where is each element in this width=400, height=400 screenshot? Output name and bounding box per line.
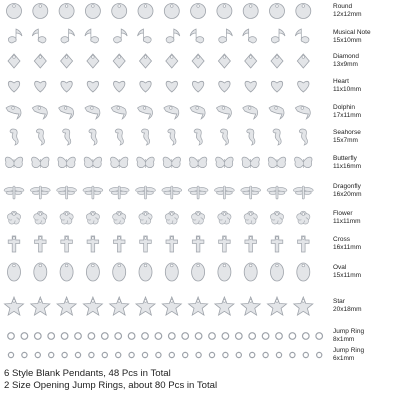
pendant-dragonfly [267,186,288,199]
row-label-round [333,3,399,18]
pendant-row-dragonfly [4,186,314,199]
pendant-note [8,29,22,43]
pendant-oval [139,263,152,281]
pendant-seahorse [220,129,228,145]
jump-ring [182,333,189,340]
row-label-dragonfly [333,183,399,198]
row-label-name: Flower [333,210,353,217]
pendant-row-dolphin [6,106,310,119]
jump-ring [115,333,122,340]
pendant-dolphin [32,106,47,119]
row-label-size: 11x11mm [333,217,361,225]
pendant-row-cross [8,236,309,252]
row-label-diamond [333,53,399,68]
jump-ring [289,333,296,340]
row-label-size: 13x9mm [333,60,358,68]
pendant-note [166,29,180,43]
pendant-heart [87,81,98,92]
pendant-row-ring-large [8,333,323,340]
row-label-size: 16x11mm [333,243,362,251]
pendant-round [296,4,311,19]
pendant-note [271,29,285,43]
pendant-star [57,297,76,315]
row-label-name: Jump Ring [333,347,365,354]
pendant-cross [87,236,99,252]
jump-ring [276,352,281,357]
pendant-dolphin [243,106,258,119]
jump-ring [169,333,176,340]
row-label-size: 16x20mm [333,190,362,198]
pendant-row-note [8,29,309,43]
pendant-star [267,297,286,315]
jump-ring [49,352,54,357]
pendant-flower [165,211,178,224]
jump-ring [249,333,256,340]
pendant-flower [244,211,257,224]
row-label-name: Butterfly [333,155,357,162]
pendant-oval [271,263,284,281]
row-label-name: Cross [333,236,350,243]
pendant-heart [61,81,72,92]
jump-ring [35,352,40,357]
caption-pendants: 6 Style Blank Pendants, 48 Pcs in Total [4,368,171,379]
row-label-cross [333,236,399,251]
pendant-round [33,4,48,19]
jump-ring [236,352,241,357]
pendant-round [217,4,232,19]
pendant-heart [35,81,46,92]
jump-ring [169,352,174,357]
pendant-dolphin [295,106,310,119]
pendant-note [295,29,309,43]
pendant-star [162,297,181,315]
pendant-dolphin [6,106,21,119]
pendant-dragonfly [162,186,183,199]
jump-ring [35,333,42,340]
row-label-ring-small [333,347,399,362]
pendant-flower [86,211,99,224]
pendant-diamond [271,54,283,68]
pendant-dolphin [216,106,231,119]
pendant-dragonfly [109,186,130,199]
pendant-dragonfly [83,186,104,199]
pendant-diamond [245,54,257,68]
pendant-dragonfly [135,186,156,199]
pendant-star [294,297,313,315]
pendant-note [138,29,152,43]
pendant-flower [113,211,126,224]
pendant-note [61,29,75,43]
pendant-flower [218,211,231,224]
pendant-butterfly [110,157,127,168]
jump-ring [89,352,94,357]
pendant-row-diamond [8,54,309,68]
pendant-cross [61,236,73,252]
pendant-row-heart [8,81,309,92]
row-label-size: 15x11mm [333,271,362,279]
jump-ring [317,352,322,357]
pendant-flower [60,211,73,224]
pendant-cross [113,236,125,252]
pendant-row-ring-small [8,352,321,357]
pendant-oval [113,263,126,281]
row-label-name: Musical Note [333,29,371,36]
jump-ring [128,333,135,340]
pendant-flower [270,211,283,224]
pendant-round [270,4,285,19]
pendant-cross [140,236,152,252]
pendant-cross [166,236,178,252]
jump-ring [196,352,201,357]
jump-ring [8,333,15,340]
pendant-heart [140,81,151,92]
row-label-name: Heart [333,78,349,85]
pendant-diamond [61,54,73,68]
pendant-dolphin [138,106,153,119]
pendant-star [31,297,50,315]
pendant-cross [298,236,310,252]
jump-ring [22,352,27,357]
jump-ring [303,352,308,357]
pendant-seahorse [168,129,176,145]
pendant-seahorse [194,129,202,145]
pendant-dragonfly [240,186,261,199]
pendant-oval [297,263,310,281]
row-label-size: 11x16mm [333,162,362,170]
jump-ring [142,333,149,340]
row-label-size: 12x12mm [333,10,362,18]
row-label-name: Round [333,3,353,10]
pendant-note [243,29,257,43]
jump-ring [129,352,134,357]
jump-ring [262,333,269,340]
pendant-oval [8,263,21,281]
jump-ring [156,352,161,357]
row-label-name: Jump Ring [333,328,365,335]
pendant-seahorse [142,129,150,145]
pendant-diamond [113,54,125,68]
pendant-flower [7,211,20,224]
row-label-name: Star [333,298,345,305]
pendant-dolphin [269,106,284,119]
row-label-star [333,298,399,313]
row-label-size: 6x1mm [333,354,355,362]
pendant-heart [192,81,203,92]
row-label-note [333,29,399,44]
pendant-butterfly [163,157,180,168]
pendant-dolphin [164,106,179,119]
row-label-name: Seahorse [333,129,361,136]
pendant-row-flower [7,211,310,224]
jump-ring [263,352,268,357]
row-label-seahorse [333,129,399,144]
pendant-note [190,29,204,43]
jump-ring [48,333,55,340]
pendant-diamond [166,54,178,68]
jump-ring [61,333,68,340]
pendant-row-round [7,4,311,19]
pendant-dolphin [111,106,126,119]
jump-ring [290,352,295,357]
pendant-note [32,29,46,43]
pendant-butterfly [242,157,259,168]
pendant-star [189,297,208,315]
pendant-seahorse [36,129,44,145]
pendant-dragonfly [30,186,51,199]
pendant-round [59,4,74,19]
jump-ring [62,352,67,357]
row-label-size: 15x7mm [333,136,358,144]
pendant-butterfly [5,157,22,168]
row-label-size: 8x1mm [333,335,355,343]
pendant-cross [245,236,257,252]
pendant-star [215,297,234,315]
pendant-flower [297,211,310,224]
pendant-round [138,4,153,19]
pendant-round [112,4,127,19]
row-label-ring-large [333,328,399,343]
caption-jump-rings: 2 Size Opening Jump Rings, about 80 Pcs in Total [4,380,218,391]
pendant-oval [60,263,73,281]
row-label-name: Diamond [333,53,360,60]
pendant-heart [298,81,309,92]
jump-ring [316,333,323,340]
pendant-flower [34,211,47,224]
row-label-oval [333,264,399,279]
pendant-round [164,4,179,19]
row-label-name: Oval [333,264,347,271]
jump-ring [75,333,82,340]
pendant-row-star [4,297,312,315]
pendant-dragonfly [188,186,209,199]
jump-ring [102,333,109,340]
pendant-row-oval [8,263,310,281]
pendant-diamond [140,54,152,68]
row-label-dolphin [333,104,399,119]
pendant-cross [192,236,204,252]
jump-ring [222,333,229,340]
pendant-seahorse [63,129,71,145]
pendant-diamond [192,54,204,68]
pendant-cross [219,236,231,252]
pendant-heart [8,81,19,92]
jump-ring [303,333,310,340]
jump-ring [209,333,216,340]
row-label-size: 11x10mm [333,85,362,93]
pendant-dragonfly [4,186,25,199]
jump-ring [102,352,107,357]
row-label-size: 17x11mm [333,111,362,119]
jump-ring [88,333,95,340]
jump-ring [183,352,188,357]
pendant-diamond [218,54,230,68]
pendant-seahorse [247,129,255,145]
pendant-round [85,4,100,19]
row-label-name: Dragonfly [333,183,361,190]
jump-ring [155,333,162,340]
pendant-oval [244,263,257,281]
pendant-seahorse [89,129,97,145]
jump-ring [209,352,214,357]
pendant-oval [192,263,205,281]
pendant-dolphin [59,106,74,119]
pendant-butterfly [268,157,285,168]
pendant-cross [271,236,283,252]
pendant-diamond [34,54,46,68]
pendant-butterfly [189,157,206,168]
jump-ring [142,352,147,357]
pendant-note [113,29,127,43]
pendant-butterfly [137,157,154,168]
pendant-seahorse [273,129,281,145]
pendant-star [136,297,155,315]
jump-ring [250,352,255,357]
row-label-size: 20x18mm [333,305,362,313]
pendant-oval [218,263,231,281]
pendant-oval [86,263,99,281]
jump-ring [236,333,243,340]
pendant-star [83,297,102,315]
pendant-diamond [297,54,309,68]
pendant-seahorse [10,129,18,145]
pendant-butterfly [216,157,233,168]
pendant-dragonfly [56,186,77,199]
pendant-heart [166,81,177,92]
pendant-dolphin [85,106,100,119]
pendant-heart [219,81,230,92]
pendant-butterfly [295,157,312,168]
pendant-round [243,4,258,19]
pendant-note [85,29,99,43]
pendant-cross [8,236,20,252]
pendant-butterfly [58,157,75,168]
pendant-star [241,297,260,315]
jump-ring [8,352,13,357]
pendant-note [219,29,233,43]
pendant-row-butterfly [5,157,312,168]
pendant-flower [139,211,152,224]
jump-ring [21,333,28,340]
pendant-oval [165,263,178,281]
pendant-butterfly [32,157,49,168]
row-label-butterfly [333,155,399,170]
pendant-dolphin [190,106,205,119]
pendant-row-seahorse [10,129,308,145]
row-label-name: Dolphin [333,104,356,111]
pendant-oval [34,263,47,281]
pendant-seahorse [299,129,307,145]
pendant-dragonfly [293,186,314,199]
pendant-seahorse [115,129,123,145]
jump-ring [75,352,80,357]
pendant-round [7,4,22,19]
row-label-heart [333,78,399,93]
jump-ring [223,352,228,357]
pendant-cross [35,236,47,252]
row-label-size: 15x10mm [333,36,362,44]
jump-ring [116,352,121,357]
jump-ring [195,333,202,340]
row-label-flower [333,210,399,225]
jump-ring [276,333,283,340]
pendant-heart [114,81,125,92]
pendant-round [191,4,206,19]
pendant-diamond [87,54,99,68]
pendant-diamond [8,54,20,68]
pendant-flower [191,211,204,224]
pendant-dragonfly [214,186,235,199]
pendant-heart [245,81,256,92]
pendant-star [110,297,129,315]
pendant-star [4,297,23,315]
pendant-butterfly [84,157,101,168]
pendant-heart [271,81,282,92]
